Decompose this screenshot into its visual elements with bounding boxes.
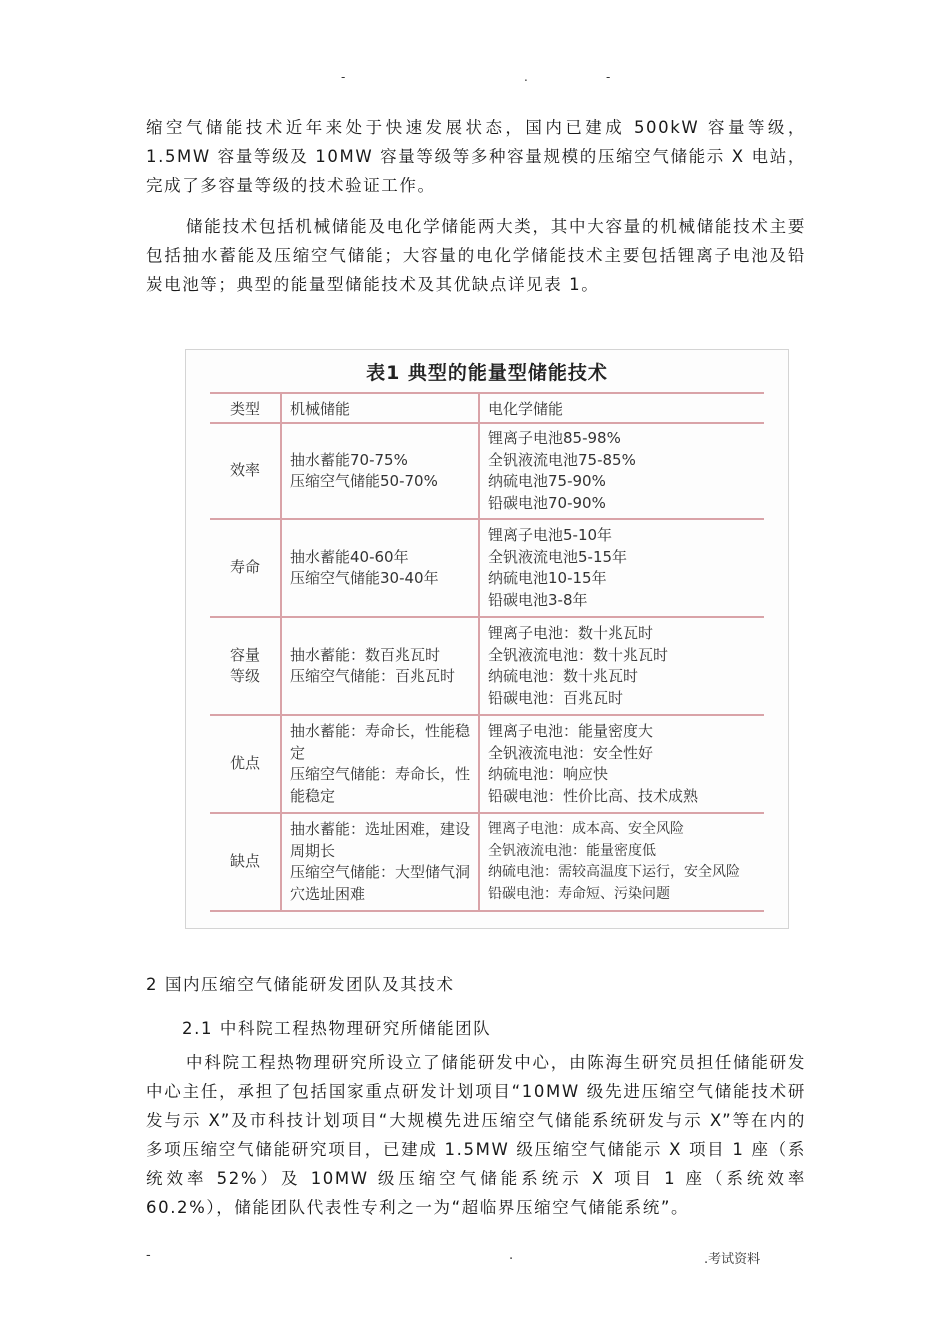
cell-electrochemical [479, 715, 764, 813]
page-header [0, 70, 950, 90]
cell-text: 锂离子电池5-10年 [488, 526, 613, 544]
cell-text: 全钒液流电池：安全性好 [488, 743, 654, 762]
cell-text: 效率 [229, 461, 260, 480]
cell-text: 抽水蓄能：寿命长，性能稳定 [290, 722, 471, 762]
footer-mark-left: - [146, 1248, 151, 1263]
cell-electrochemical [479, 519, 764, 617]
cell-electrochemical [479, 813, 764, 911]
cell-mechanical [281, 423, 479, 519]
paragraph-intro: 缩空气储能技术近年来处于快速发展状态，国内已建成 500kW 容量等级，1.5MW 容量等级及 10MW 容量等级等多种容量规模的压缩空气储能示 X 电站，完成了多容量等级的技术验证工作。 [146, 118, 806, 195]
header-mark-right: - [606, 70, 611, 84]
cell-type [210, 617, 281, 715]
cell-text: 铅碳电池：百兆瓦时 [488, 688, 624, 707]
subsection-heading: 2.1 中科院工程热物理研究所储能团队 [182, 1019, 492, 1038]
energy-storage-table [210, 392, 764, 912]
header-mechanical: 机械储能 [281, 393, 479, 423]
cell-text: 压缩空气储能30-40年 [290, 569, 439, 587]
cell-text: 容量 [229, 645, 260, 664]
footer-source-label: .考试资料 [704, 1252, 761, 1267]
section-heading: 2 国内压缩空气储能研发团队及其技术 [146, 975, 455, 994]
table-row-disadvantages [210, 813, 764, 911]
cell-type [210, 813, 281, 911]
cell-text: 铅碳电池70-90% [488, 493, 606, 512]
cell-electrochemical [479, 423, 764, 519]
paragraph-cas-team: 中科院工程热物理研究所设立了储能研发中心，由陈海生研究员担任储能研发中心主任，承担了包括国家重点研发计划项目“10MW 级先进压缩空气储能技术研发与示 X”及市科技计划项目“大规模先进压缩空气储能系统研发与示 X”等在内的多项压缩空气储能研究项目，已建成 1.5MW 级压缩空气储能示 X 项目 1 座（系统效率 52%）及 10MW 级压缩空气储能系统示 X 项目 1 座（系统效率 60.2%），储能团队代表性专利之一为“超临界压缩空气储能系统”。 [146, 1053, 806, 1217]
page-footer [0, 1248, 950, 1268]
header-mark-left: - [341, 70, 346, 84]
cell-text: 压缩空气储能：寿命长，性能稳定 [290, 765, 471, 805]
cell-text: 优点 [229, 754, 260, 773]
cell-text: 抽水蓄能：选址困难，建设周期长 [290, 820, 471, 860]
table-row-efficiency [210, 423, 764, 519]
cell-text: 压缩空气储能：百兆瓦时 [290, 667, 456, 685]
table-header-row [210, 393, 764, 423]
cell-text: 全钒液流电池75-85% [488, 450, 636, 469]
header-type: 类型 [210, 393, 281, 423]
table-row-capacity [210, 617, 764, 715]
cell-text: 锂离子电池：成本高、安全风险 [488, 821, 684, 837]
cell-text: 寿命 [229, 558, 260, 577]
table-figure [185, 349, 789, 929]
cell-mechanical [281, 715, 479, 813]
cell-text: 纳硫电池：需较高温度下运行，安全风险 [488, 864, 740, 880]
cell-text: 缺点 [229, 852, 260, 871]
cell-mechanical [281, 519, 479, 617]
paragraph-storage-types: 储能技术包括机械储能及电化学储能两大类，其中大容量的机械储能技术主要包括抽水蓄能及压缩空气储能；大容量的电化学储能技术主要包括锂离子电池及铅炭电池等；典型的能量型储能技术及其优缺点详见表 1。 [146, 217, 806, 294]
cell-text: 压缩空气储能：大型储气洞穴选址困难 [290, 863, 471, 903]
cell-text: 抽水蓄能40-60年 [290, 547, 409, 566]
cell-text: 纳硫电池：数十兆瓦时 [488, 667, 639, 685]
cell-type [210, 519, 281, 617]
cell-text: 压缩空气储能50-70% [290, 472, 438, 490]
table-row-lifetime [210, 519, 764, 617]
cell-text: 抽水蓄能70-75% [290, 450, 408, 469]
footer-mark-center: . [509, 1248, 514, 1263]
cell-type [210, 715, 281, 813]
cell-text: 全钒液流电池：能量密度低 [488, 842, 656, 859]
cell-text: 等级 [229, 667, 260, 685]
header-electrochemical: 电化学储能 [479, 393, 764, 423]
cell-text: 铅碳电池：性价比高、技术成熟 [488, 786, 699, 805]
cell-text: 铅碳电池3-8年 [488, 590, 588, 609]
cell-mechanical [281, 617, 479, 715]
cell-text: 全钒液流电池：数十兆瓦时 [488, 645, 669, 664]
header-mark-center: . [524, 70, 528, 84]
cell-text: 锂离子电池：数十兆瓦时 [488, 624, 654, 642]
cell-text: 纳硫电池75-90% [488, 472, 606, 490]
cell-text: 锂离子电池：能量密度大 [488, 722, 654, 740]
cell-text: 纳硫电池10-15年 [488, 569, 607, 587]
cell-mechanical [281, 813, 479, 911]
cell-type [210, 423, 281, 519]
cell-text: 锂离子电池85-98% [488, 429, 621, 447]
cell-text: 全钒液流电池5-15年 [488, 547, 628, 566]
cell-electrochemical [479, 617, 764, 715]
table-row-advantages [210, 715, 764, 813]
cell-text: 纳硫电池：响应快 [488, 765, 609, 783]
cell-text: 抽水蓄能：数百兆瓦时 [290, 645, 441, 664]
table-caption: 表1 典型的能量型储能技术 [366, 362, 608, 384]
cell-text: 铅碳电池：寿命短、污染问题 [488, 885, 670, 902]
